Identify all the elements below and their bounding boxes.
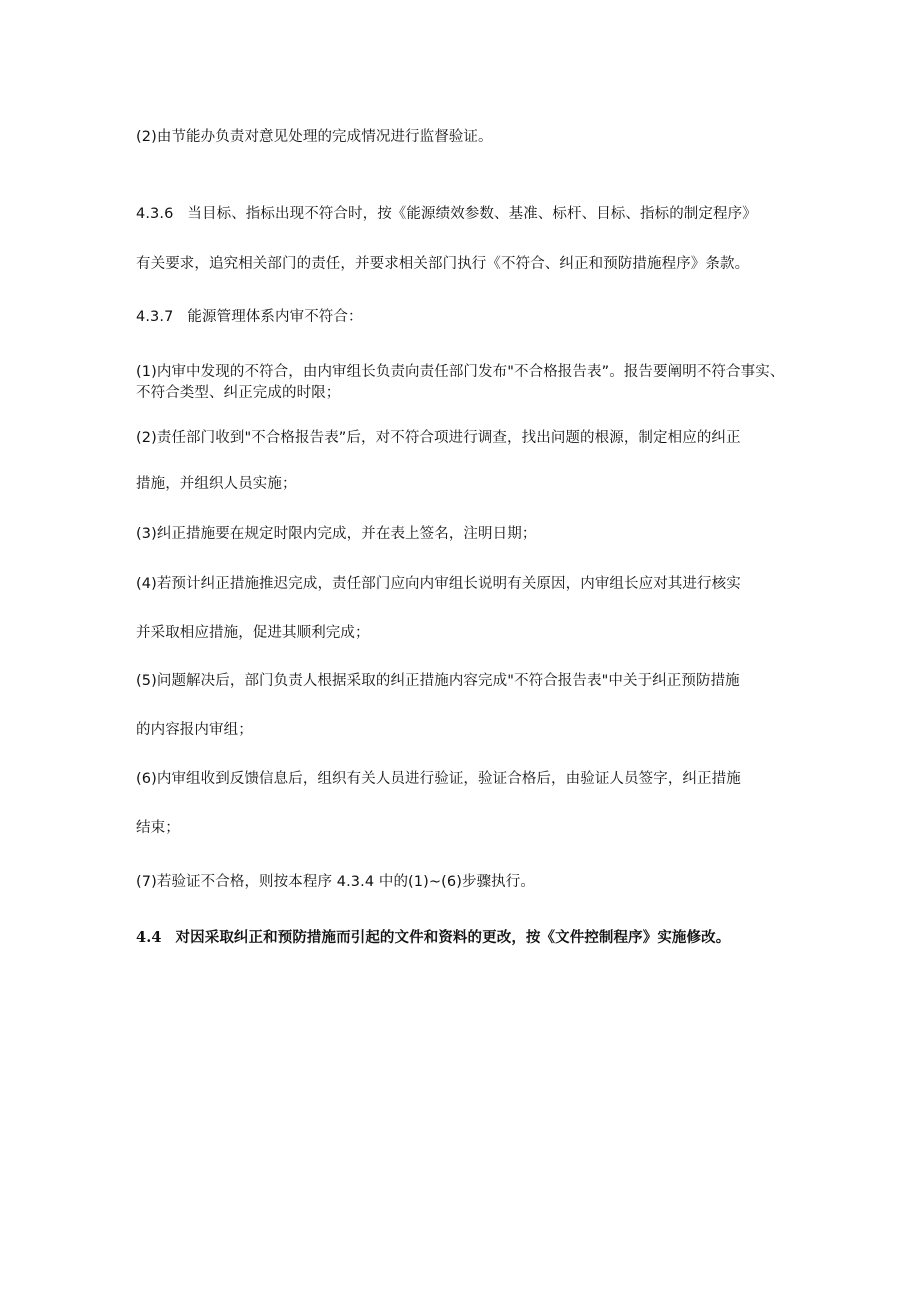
item-1-internal-audit — [136, 362, 788, 404]
paragraph-text: 的内容报内审组； — [136, 722, 253, 738]
section-number: 4.3.6 — [136, 206, 174, 222]
paragraph-text: (5)问题解决后，部门负责人根据采取的纠正措施内容完成"不符合报告表"中关于纠正预防措施 — [136, 673, 740, 689]
paragraph-text: 有关要求，追究相关部门的责任，并要求相关部门执行《不符合、纠正和预防措施程序》条款。 — [136, 256, 750, 272]
paragraph-text: 结束； — [136, 820, 180, 836]
paragraph-text: (2)由节能办负责对意见处理的完成情况进行监督验证。 — [136, 129, 493, 145]
paragraph-text: (2)责任部门收到"不合格报告表”后，对不符合项进行调查，找出问题的根源，制定相应的纠正 — [136, 430, 741, 446]
item-3-corrective-deadline — [136, 524, 796, 544]
paragraph-text: (3)纠正措施要在规定时限内完成，并在表上签名，注明日期； — [136, 526, 537, 542]
paragraph-text: (7)若验证不合格，则按本程序 4.3.4 中的(1)~(6)步骤执行。 — [136, 874, 535, 890]
section-4-3-7 — [136, 307, 796, 327]
paragraph-text: (6)内审组收到反馈信息后，组织有关人员进行验证，验证合格后，由验证人员签字，纠正措施 — [136, 771, 741, 787]
item-4-continued — [136, 623, 796, 643]
item-4-delay — [136, 574, 796, 594]
section-number: 4.3.7 — [136, 309, 174, 325]
section-number: 4.4 — [136, 929, 162, 946]
item-7-failed-verification — [136, 872, 796, 892]
section-4-3-6-continued — [136, 254, 796, 274]
item-2-continued — [136, 474, 796, 494]
item-2-responsible-department — [136, 428, 796, 448]
section-text: 能源管理体系内审不符合： — [187, 309, 363, 325]
paragraph-2-verification — [136, 127, 796, 147]
item-6-feedback — [136, 769, 796, 789]
section-text: 当目标、指标出现不符合时，按《能源绩效参数、基准、标杆、目标、指标的制定程序》 — [187, 206, 757, 222]
item-5-resolution — [136, 671, 796, 691]
paragraph-text: (4)若预计纠正措施推迟完成，责任部门应向内审组长说明有关原因，内审组长应对其进行核实 — [136, 576, 741, 592]
item-5-continued — [136, 720, 796, 740]
paragraph-text: 并采取相应措施，促进其顺利完成； — [136, 625, 370, 641]
paragraph-text: (1)内审中发现的不符合，由内审组长负责向责任部门发布"不合格报告表”。报告要阐明不符合事实、不符合类型、纠正完成的时限； — [136, 364, 785, 401]
section-4-3-6 — [136, 204, 796, 224]
paragraph-text: 措施，并组织人员实施； — [136, 476, 297, 492]
item-6-continued — [136, 818, 796, 838]
section-4-4 — [136, 928, 796, 948]
section-text: 对因采取纠正和预防措施而引起的文件和资料的更改，按《文件控制程序》实施修改。 — [175, 929, 731, 946]
